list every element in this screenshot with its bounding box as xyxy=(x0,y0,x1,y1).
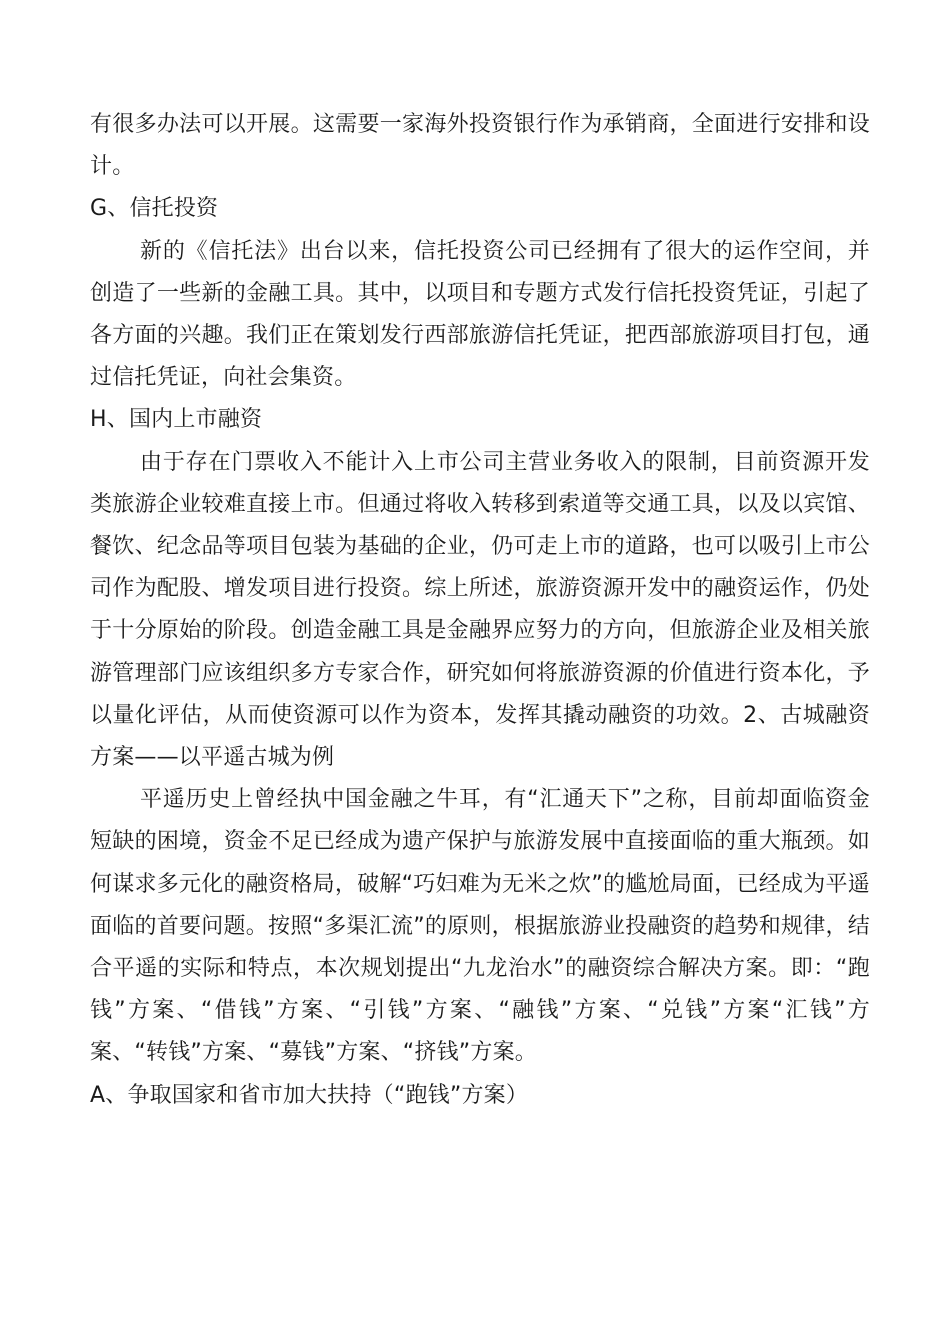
section-heading-a: A、争取国家和省市加大扶持（“跑钱”方案） xyxy=(90,1082,529,1108)
paragraph-pingyao-financing: 平遥历史上曾经执中国金融之牛耳，有“汇通天下”之称，目前却面临资金短缺的困境，资金不足已经成为遗产保护与旅游发展中直接面临的重大瓶颈。如何谋求多元化的融资格局，破解“巧妇难为无米之炊”的尴尬局面，已经成为平遥面临的首要问题。按照“多渠汇流”的原则，根据旅游业投融资的趋势和规律，结合平遥的实际和特点，本次规划提出“九龙治水”的融资综合解决方案。即：“跑钱”方案、“借钱”方案、“引钱”方案、“融钱”方案、“兑钱”方案“汇钱”方案、“转钱”方案、“募钱”方案、“挤钱”方案。 xyxy=(90,787,870,1066)
section-heading-h: H、国内上市融资 xyxy=(90,407,263,433)
document-body xyxy=(90,104,870,1117)
paragraph-continuation: 有很多办法可以开展。这需要一家海外投资银行作为承销商，全面进行安排和设计。 xyxy=(90,112,870,180)
section-heading-g: G、信托投资 xyxy=(90,196,219,222)
paragraph-domestic-listing: 由于存在门票收入不能计入上市公司主营业务收入的限制，目前资源开发类旅游企业较难直接上市。但通过将收入转移到索道等交通工具，以及以宾馆、餐饮、纪念品等项目包装为基础的企业，仍可走上市的道路，也可以吸引上市公司作为配股、增发项目进行投资。综上所述，旅游资源开发中的融资运作，仍处于十分原始的阶段。创造金融工具是金融界应努力的方向，但旅游企业及相关旅游管理部门应该组织多方专家合作，研究如何将旅游资源的价值进行资本化，予以量化评估，从而使资源可以作为资本，发挥其撬动融资的功效。2、古城融资方案——以平遥古城为例 xyxy=(90,449,870,771)
paragraph-trust-investment: 新的《信托法》出台以来，信托投资公司已经拥有了很大的运作空间，并创造了一些新的金融工具。其中，以项目和专题方式发行信托投资凭证，引起了各方面的兴趣。我们正在策划发行西部旅游信托凭证，把西部旅游项目打包，通过信托凭证，向社会集资。 xyxy=(90,238,870,391)
